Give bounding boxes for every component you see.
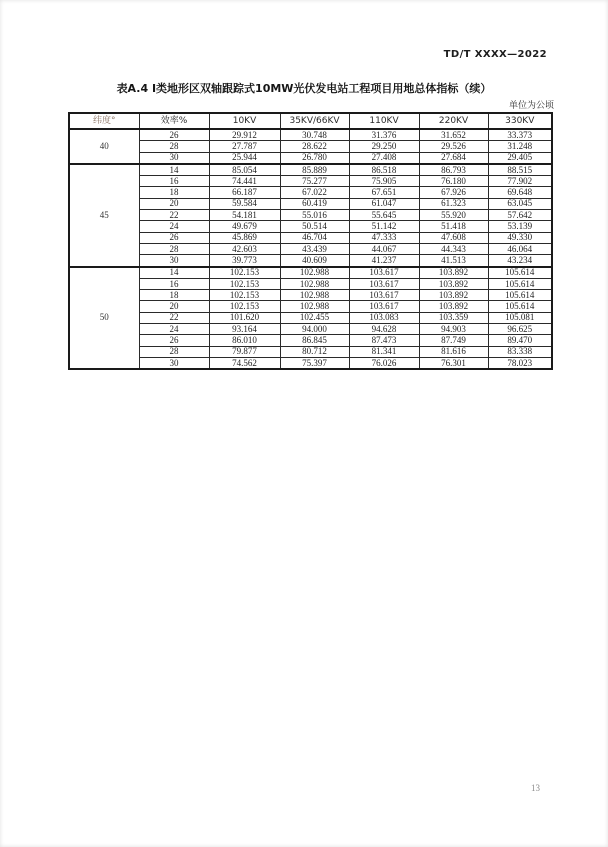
value-cell-220kv: 94.903 — [419, 324, 488, 335]
value-cell-10kv: 93.164 — [209, 324, 280, 335]
value-cell-10kv: 102.153 — [209, 301, 280, 312]
table-row — [69, 335, 552, 346]
table-row — [69, 221, 552, 232]
value-cell-330kv: 53.139 — [488, 221, 552, 232]
value-cell-35kv/66kv: 46.704 — [280, 232, 349, 243]
value-cell-220kv: 103.892 — [419, 301, 488, 312]
value-cell-110kv: 41.237 — [349, 255, 419, 267]
value-cell-35kv/66kv: 86.845 — [280, 335, 349, 346]
column-header-efficiency: 效率% — [139, 113, 209, 129]
value-cell-330kv: 29.405 — [488, 152, 552, 164]
table-row — [69, 357, 552, 369]
table-row — [69, 176, 552, 187]
value-cell-220kv: 86.793 — [419, 164, 488, 176]
value-cell-330kv: 33.373 — [488, 129, 552, 141]
table-row — [69, 346, 552, 357]
value-cell-330kv: 43.234 — [488, 255, 552, 267]
value-cell-35kv/66kv: 55.016 — [280, 210, 349, 221]
table-row — [69, 301, 552, 312]
value-cell-35kv/66kv: 67.022 — [280, 187, 349, 198]
value-cell-220kv: 44.343 — [419, 243, 488, 254]
value-cell-110kv: 87.473 — [349, 335, 419, 346]
value-cell-10kv: 29.912 — [209, 129, 280, 141]
value-cell-35kv/66kv: 102.988 — [280, 278, 349, 289]
table-title: 表A.4 Ⅰ类地形区双轴跟踪式10MW光伏发电站工程项目用地总体指标（续） — [116, 82, 492, 95]
value-cell-10kv: 27.787 — [209, 141, 280, 152]
table-row — [69, 290, 552, 301]
value-cell-110kv: 31.376 — [349, 129, 419, 141]
value-cell-35kv/66kv: 94.000 — [280, 324, 349, 335]
value-cell-110kv: 103.617 — [349, 267, 419, 279]
value-cell-110kv: 81.341 — [349, 346, 419, 357]
value-cell-35kv/66kv: 50.514 — [280, 221, 349, 232]
value-cell-35kv/66kv: 102.988 — [280, 267, 349, 279]
efficiency-cell: 30 — [139, 152, 209, 164]
value-cell-110kv: 103.083 — [349, 312, 419, 323]
table-row — [69, 187, 552, 198]
column-header-110kv: 110KV — [349, 113, 419, 129]
value-cell-220kv: 103.892 — [419, 267, 488, 279]
value-cell-35kv/66kv: 28.622 — [280, 141, 349, 152]
value-cell-220kv: 81.616 — [419, 346, 488, 357]
value-cell-330kv: 89.470 — [488, 335, 552, 346]
value-cell-35kv/66kv: 102.455 — [280, 312, 349, 323]
column-header-330kv: 330KV — [488, 113, 552, 129]
efficiency-cell: 14 — [139, 164, 209, 176]
efficiency-cell: 22 — [139, 312, 209, 323]
value-cell-220kv: 76.301 — [419, 357, 488, 369]
latitude-cell: 50 — [69, 267, 139, 370]
table-row — [69, 324, 552, 335]
value-cell-35kv/66kv: 75.397 — [280, 357, 349, 369]
value-cell-220kv: 87.749 — [419, 335, 488, 346]
unit-note: 单位为公顷 — [508, 101, 554, 111]
value-cell-10kv: 42.603 — [209, 243, 280, 254]
efficiency-cell: 18 — [139, 290, 209, 301]
column-header-220kv: 220KV — [419, 113, 488, 129]
value-cell-330kv: 57.642 — [488, 210, 552, 221]
value-cell-220kv: 31.652 — [419, 129, 488, 141]
efficiency-cell: 30 — [139, 357, 209, 369]
efficiency-cell: 24 — [139, 221, 209, 232]
value-cell-10kv: 25.944 — [209, 152, 280, 164]
value-cell-110kv: 75.905 — [349, 176, 419, 187]
value-cell-330kv: 77.902 — [488, 176, 552, 187]
column-header-latitude: 纬度° — [69, 113, 139, 129]
table-header-row — [69, 113, 552, 129]
value-cell-110kv: 47.333 — [349, 232, 419, 243]
table-row — [69, 267, 552, 279]
value-cell-220kv: 76.180 — [419, 176, 488, 187]
efficiency-cell: 22 — [139, 210, 209, 221]
efficiency-cell: 16 — [139, 278, 209, 289]
value-cell-110kv: 29.250 — [349, 141, 419, 152]
table-body — [69, 129, 552, 369]
efficiency-cell: 26 — [139, 335, 209, 346]
table-row — [69, 210, 552, 221]
table-row — [69, 255, 552, 267]
value-cell-10kv: 102.153 — [209, 267, 280, 279]
efficiency-cell: 26 — [139, 232, 209, 243]
column-header-10kv: 10KV — [209, 113, 280, 129]
value-cell-10kv: 49.679 — [209, 221, 280, 232]
value-cell-220kv: 51.418 — [419, 221, 488, 232]
column-header-35kv/66kv: 35KV/66KV — [280, 113, 349, 129]
value-cell-110kv: 55.645 — [349, 210, 419, 221]
value-cell-330kv: 69.648 — [488, 187, 552, 198]
value-cell-35kv/66kv: 30.748 — [280, 129, 349, 141]
value-cell-220kv: 103.892 — [419, 290, 488, 301]
table-row — [69, 198, 552, 209]
value-cell-35kv/66kv: 26.780 — [280, 152, 349, 164]
document-code: TD/T XXXX—2022 — [443, 49, 547, 60]
table-row — [69, 129, 552, 141]
value-cell-330kv: 49.330 — [488, 232, 552, 243]
value-cell-330kv: 96.625 — [488, 324, 552, 335]
value-cell-110kv: 51.142 — [349, 221, 419, 232]
efficiency-cell: 30 — [139, 255, 209, 267]
page-number: 13 — [531, 783, 540, 793]
value-cell-110kv: 103.617 — [349, 301, 419, 312]
value-cell-10kv: 59.584 — [209, 198, 280, 209]
value-cell-330kv: 105.614 — [488, 301, 552, 312]
table-row — [69, 164, 552, 176]
value-cell-110kv: 103.617 — [349, 278, 419, 289]
efficiency-cell: 18 — [139, 187, 209, 198]
value-cell-35kv/66kv: 60.419 — [280, 198, 349, 209]
value-cell-10kv: 54.181 — [209, 210, 280, 221]
value-cell-35kv/66kv: 80.712 — [280, 346, 349, 357]
value-cell-110kv: 67.651 — [349, 187, 419, 198]
land-use-index-table — [68, 112, 553, 370]
efficiency-cell: 26 — [139, 129, 209, 141]
table-row — [69, 232, 552, 243]
value-cell-330kv: 63.045 — [488, 198, 552, 209]
efficiency-cell: 24 — [139, 324, 209, 335]
value-cell-10kv: 101.620 — [209, 312, 280, 323]
value-cell-35kv/66kv: 40.609 — [280, 255, 349, 267]
value-cell-220kv: 41.513 — [419, 255, 488, 267]
value-cell-110kv: 61.047 — [349, 198, 419, 209]
efficiency-cell: 20 — [139, 198, 209, 209]
value-cell-10kv: 86.010 — [209, 335, 280, 346]
value-cell-220kv: 103.892 — [419, 278, 488, 289]
value-cell-220kv: 103.359 — [419, 312, 488, 323]
value-cell-35kv/66kv: 43.439 — [280, 243, 349, 254]
latitude-cell: 40 — [69, 129, 139, 164]
value-cell-35kv/66kv: 85.889 — [280, 164, 349, 176]
efficiency-cell: 28 — [139, 346, 209, 357]
value-cell-330kv: 31.248 — [488, 141, 552, 152]
value-cell-220kv: 61.323 — [419, 198, 488, 209]
value-cell-110kv: 86.518 — [349, 164, 419, 176]
value-cell-220kv: 67.926 — [419, 187, 488, 198]
table-row — [69, 152, 552, 164]
value-cell-10kv: 79.877 — [209, 346, 280, 357]
value-cell-110kv: 76.026 — [349, 357, 419, 369]
value-cell-330kv: 78.023 — [488, 357, 552, 369]
latitude-cell: 45 — [69, 164, 139, 267]
value-cell-220kv: 55.920 — [419, 210, 488, 221]
value-cell-10kv: 66.187 — [209, 187, 280, 198]
table-row — [69, 141, 552, 152]
efficiency-cell: 16 — [139, 176, 209, 187]
value-cell-330kv: 83.338 — [488, 346, 552, 357]
value-cell-35kv/66kv: 102.988 — [280, 301, 349, 312]
value-cell-330kv: 105.614 — [488, 267, 552, 279]
table-row — [69, 312, 552, 323]
value-cell-330kv: 105.614 — [488, 290, 552, 301]
efficiency-cell: 20 — [139, 301, 209, 312]
efficiency-cell: 28 — [139, 243, 209, 254]
value-cell-330kv: 105.081 — [488, 312, 552, 323]
value-cell-330kv: 105.614 — [488, 278, 552, 289]
value-cell-10kv: 74.441 — [209, 176, 280, 187]
value-cell-35kv/66kv: 75.277 — [280, 176, 349, 187]
value-cell-35kv/66kv: 102.988 — [280, 290, 349, 301]
value-cell-10kv: 45.869 — [209, 232, 280, 243]
value-cell-330kv: 46.064 — [488, 243, 552, 254]
efficiency-cell: 14 — [139, 267, 209, 279]
value-cell-10kv: 102.153 — [209, 290, 280, 301]
table-row — [69, 278, 552, 289]
value-cell-220kv: 47.608 — [419, 232, 488, 243]
value-cell-330kv: 88.515 — [488, 164, 552, 176]
value-cell-220kv: 29.526 — [419, 141, 488, 152]
efficiency-cell: 28 — [139, 141, 209, 152]
value-cell-110kv: 94.628 — [349, 324, 419, 335]
value-cell-110kv: 27.408 — [349, 152, 419, 164]
value-cell-10kv: 74.562 — [209, 357, 280, 369]
value-cell-110kv: 44.067 — [349, 243, 419, 254]
value-cell-110kv: 103.617 — [349, 290, 419, 301]
value-cell-10kv: 102.153 — [209, 278, 280, 289]
table-row — [69, 243, 552, 254]
value-cell-10kv: 85.054 — [209, 164, 280, 176]
table-header — [69, 113, 552, 129]
value-cell-220kv: 27.684 — [419, 152, 488, 164]
value-cell-10kv: 39.773 — [209, 255, 280, 267]
